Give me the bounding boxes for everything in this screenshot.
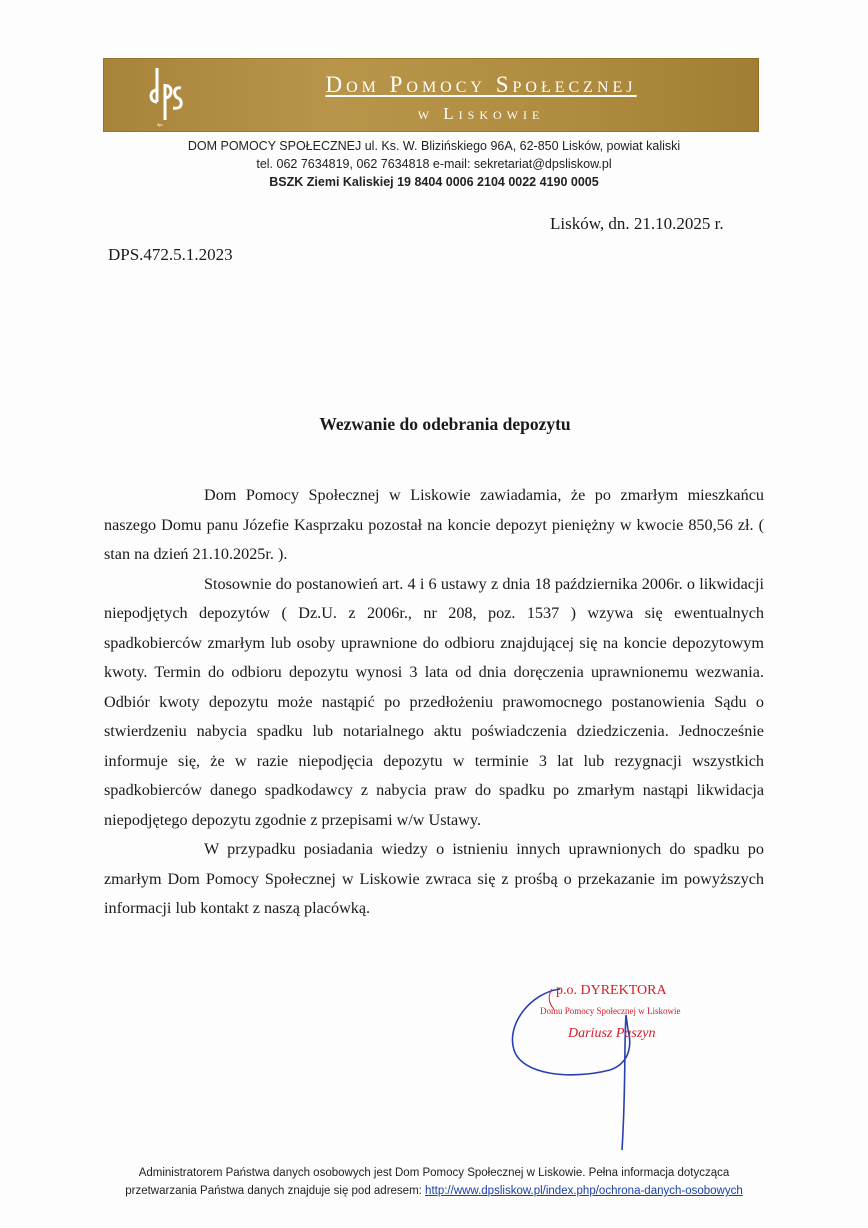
- footer-line: [0, 1182, 868, 1200]
- signature-icon: [500, 975, 740, 1155]
- letterhead-contact: [0, 137, 868, 191]
- footer-line: Administratorem Państwa danych osobowych jest Dom Pomocy Społecznej w Liskowie. Pełna informacja dotycząca: [138, 1167, 730, 1179]
- paragraph: Dom Pomocy Społecznej w Liskowie zawiadamia, że po zmarłym mieszkańcu naszego Domu panu Józefie Kasprzaku pozostał na koncie depozyt pieniężny w kwocie 850,56 zł. ( stan na dzień 21.10.2025r. ).: [104, 486, 764, 563]
- place-date: Lisków, dn. 21.10.2025 r.: [550, 214, 724, 233]
- org-name: Dom Pomocy Społecznej: [325, 72, 637, 97]
- letterhead-banner: [103, 58, 759, 132]
- letter-title: Wezwanie do odebrania depozytu: [319, 414, 571, 434]
- privacy-footer: [0, 1164, 868, 1200]
- reference-number: DPS.472.5.1.2023: [108, 245, 233, 264]
- address-line: DOM POMOCY SPOŁECZNEJ ul. Ks. W. Blizińskiego 96A, 62-850 Lisków, powiat kaliski: [187, 139, 681, 153]
- org-location: w Liskowie: [417, 104, 545, 123]
- signature-block: [500, 975, 740, 1155]
- paragraph: W przypadku posiadania wiedzy o istnieniu innych uprawnionych do spadku po zmarłym Dom Pomocy Społecznej w Liskowie zwraca się z prośbą o przekazanie im powyższych informacji lub kontakt z naszą placówką.: [104, 840, 764, 917]
- privacy-link[interactable]: http://www.dpsliskow.pl/index.php/ochrona-danych-osobowych: [425, 1185, 743, 1197]
- dps-logo-icon: [143, 62, 189, 128]
- bank-line: BSZK Ziemi Kaliskiej 19 8404 0006 2104 0022 4190 0005: [269, 175, 599, 189]
- stamp-title: p.o. DYREKTORA: [556, 983, 667, 998]
- logo-text: dps: [157, 122, 163, 127]
- stamp-institution: Domu Pomocy Społecznej w Liskowie: [540, 1006, 681, 1016]
- stamp-name: Dariusz Paszyn: [568, 1026, 656, 1041]
- paragraph: Stosownie do postanowień art. 4 i 6 ustawy z dnia 18 października 2006r. o likwidacji niepodjętych depozytów ( Dz.U. z 2006r., nr 208, poz. 1537 ) wzywa się ewentualnych spadkobierców zmarłym lub osoby uprawnione do odbioru znajdującej się na koncie depozytowym kwoty. Termin do odbioru depozytu wynosi 3 lata od dnia doręczenia uprawnionemu wezwania. Odbiór kwoty depozytu może nastąpić po przedłożeniu prawomocnego postanowienia Sądu o stwierdzeniu nabycia spadku lub notarialnego aktu poświadczenia dziedziczenia. Jednocześnie informuje się, że w razie niepodjęcia depozytu w terminie 3 lat lub rezygnacji wszystkich spadkobierców danego spadkodawcy z nabycia praw do spadku po zmarłym nastąpi likwidacja niepodjętego depozytu zgodnie z przepisami w/w Ustawy.: [104, 574, 764, 829]
- letter-body: [104, 481, 764, 924]
- footer-prefix: przetwarzania Państwa danych znajduje się pod adresem:: [125, 1185, 426, 1197]
- contact-line: tel. 062 7634819, 062 7634818 e-mail: sekretariat@dpsliskow.pl: [256, 157, 612, 171]
